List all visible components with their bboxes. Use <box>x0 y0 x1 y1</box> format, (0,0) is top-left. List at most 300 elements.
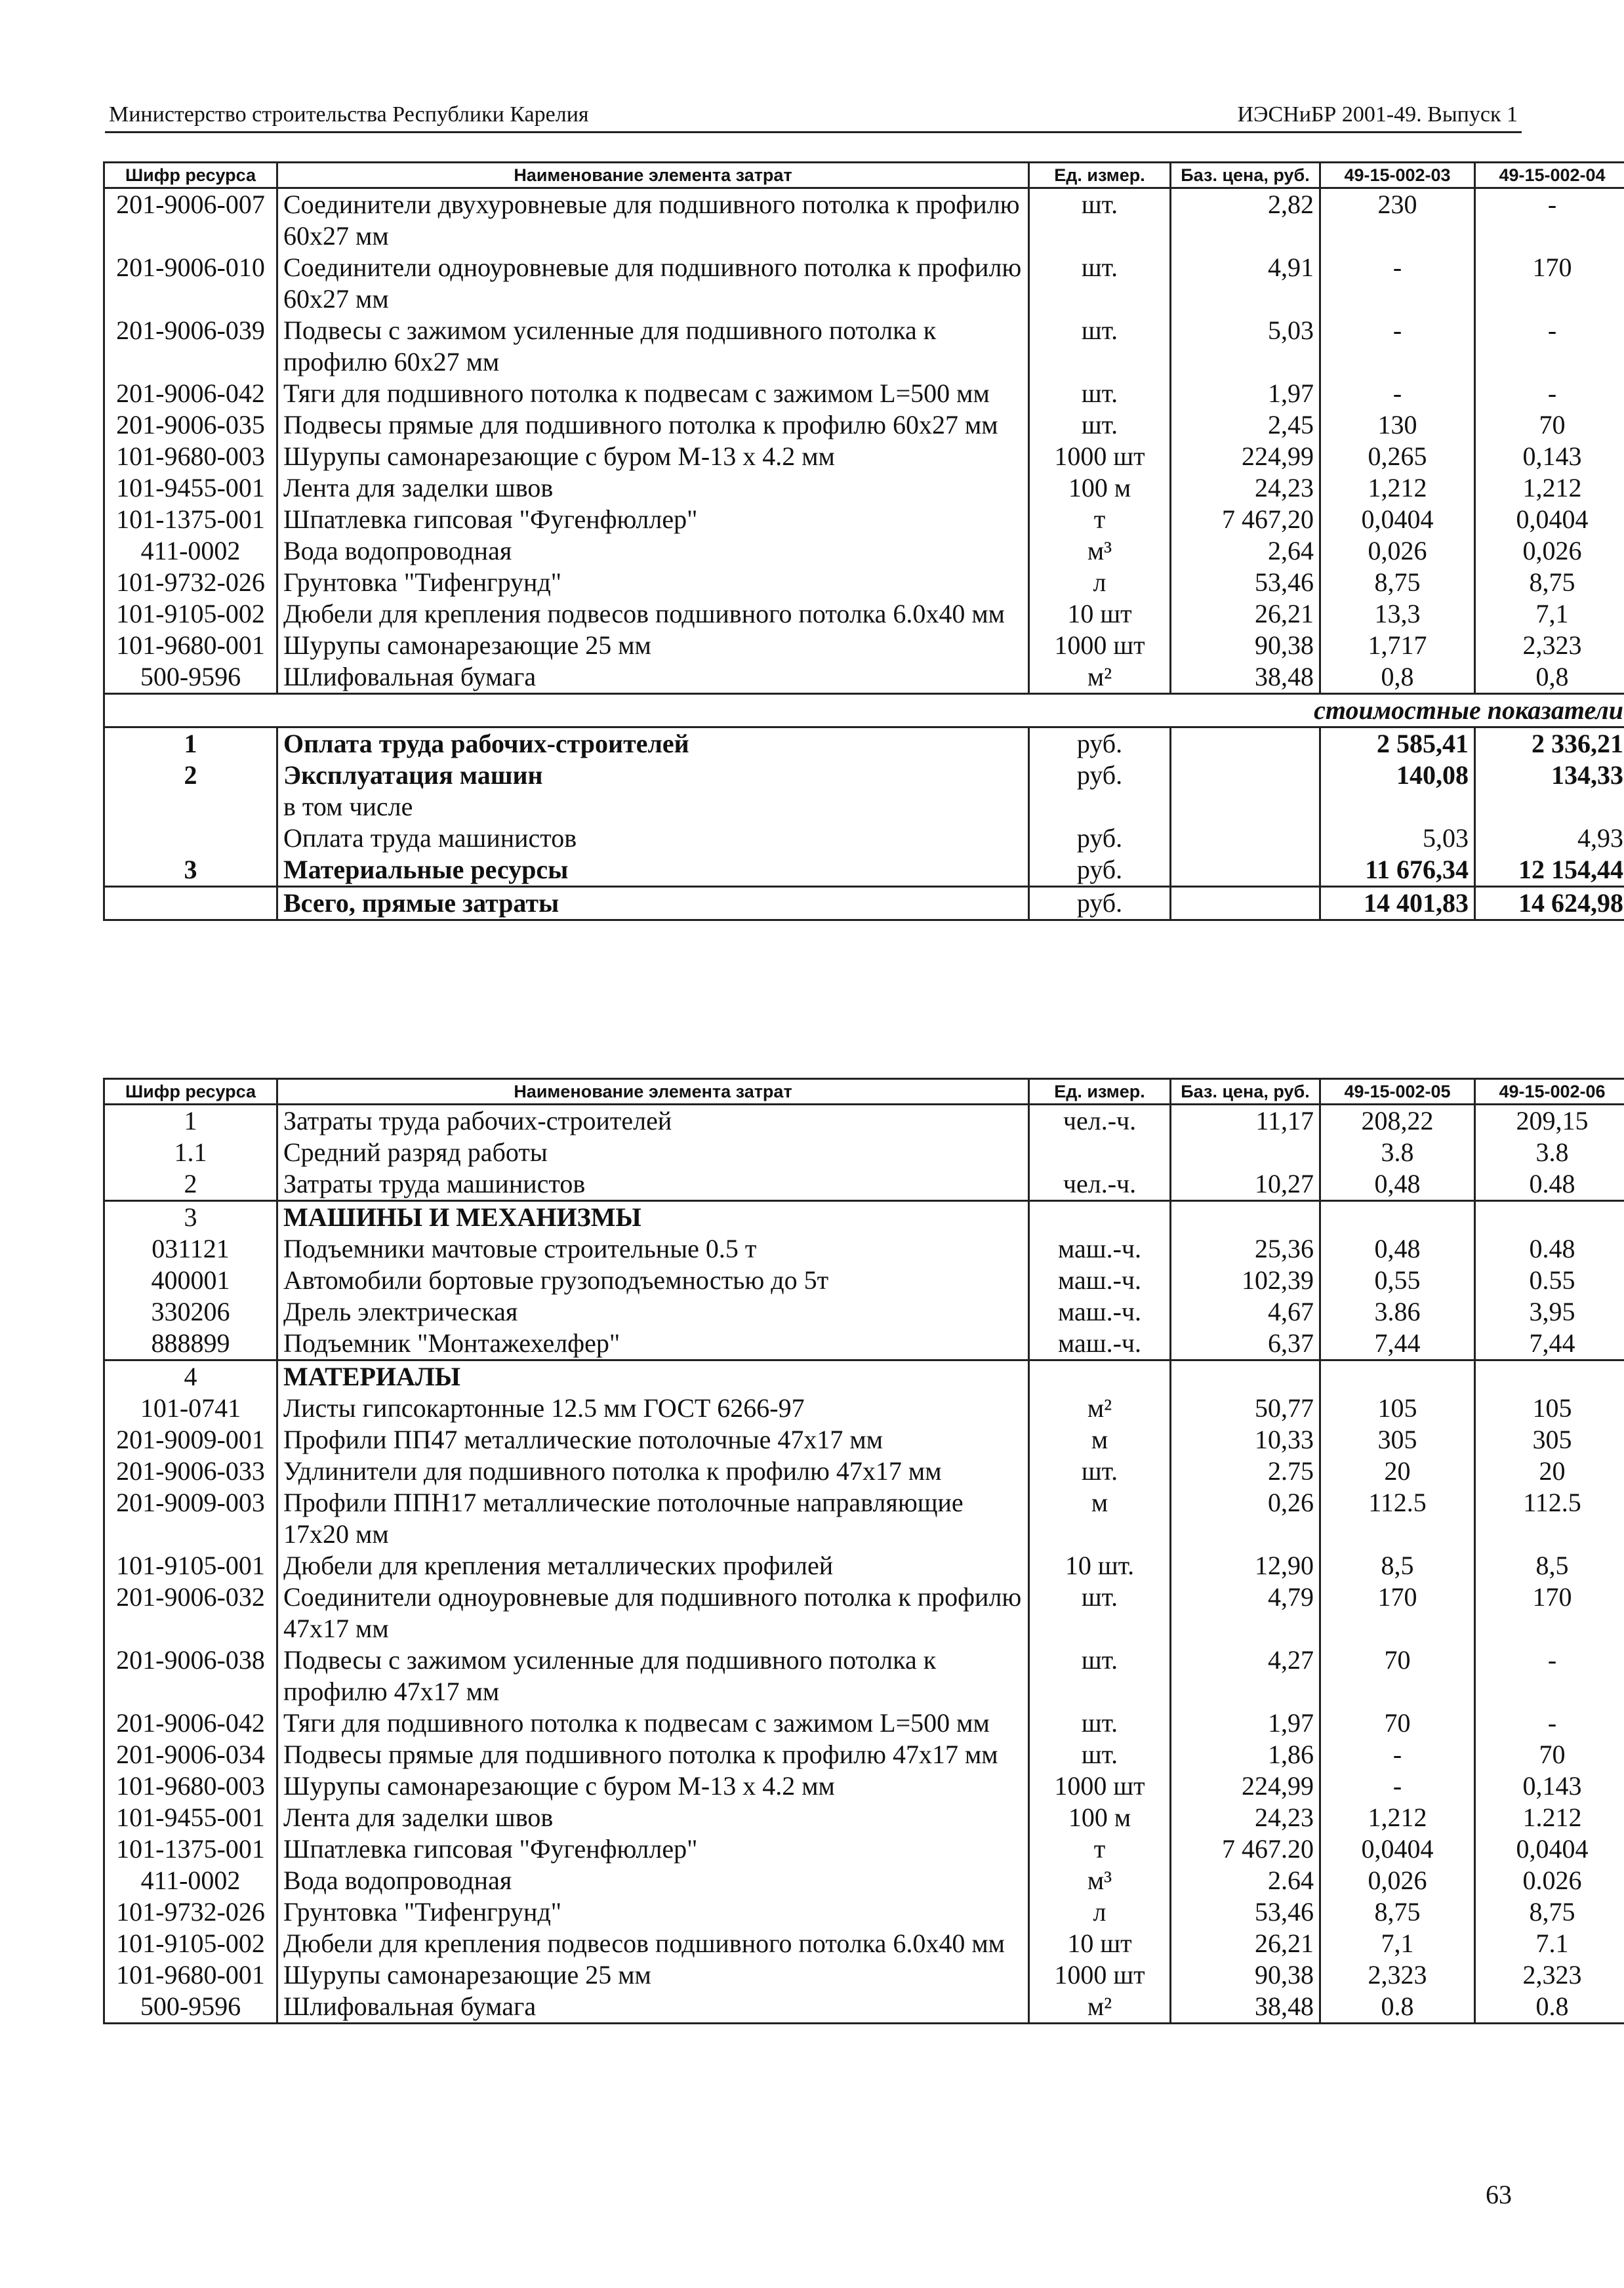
norm-value-a: 20 <box>1320 1456 1475 1487</box>
norm-value-b: 3.8 <box>1475 1137 1624 1168</box>
norm-value-b: 0,0404 <box>1475 504 1624 535</box>
resource-name: Лента для заделки швов <box>277 1802 1029 1833</box>
base-price: 24,23 <box>1171 472 1320 504</box>
norm-value-a: 0,026 <box>1320 1865 1475 1896</box>
table-row <box>104 1168 1624 1201</box>
table-row <box>104 1487 1624 1550</box>
resource-code: 1 <box>104 1105 277 1137</box>
resource-name: Тяги для подшивного потолка к подвесам с зажимом L=500 мм <box>277 1707 1029 1739</box>
cost-unit: руб. <box>1029 823 1171 854</box>
norm-value-a: 0,48 <box>1320 1233 1475 1265</box>
section-heading: МАШИНЫ И МЕХАНИЗМЫ <box>277 1201 1029 1234</box>
table-row <box>104 1137 1624 1168</box>
norm-value-b: 7,44 <box>1475 1328 1624 1360</box>
resource-code: 101-0741 <box>104 1393 277 1424</box>
resource-name: Соединители двухуровневые для подшивного потолка к профилю 60х27 мм <box>277 188 1029 253</box>
norm-value-a: 8,75 <box>1320 567 1475 598</box>
base-price <box>1171 1201 1320 1234</box>
table-row <box>104 1424 1624 1456</box>
table-row <box>104 504 1624 535</box>
cost-indicators-label: стоимостные показатели <box>104 694 1624 727</box>
table-row <box>104 1739 1624 1770</box>
table-row <box>104 1233 1624 1265</box>
resource-code: 101-9455-001 <box>104 1802 277 1833</box>
resource-name: Подъемник "Монтажехелфер" <box>277 1328 1029 1360</box>
col-header-price: Баз. цена, руб. <box>1171 163 1320 188</box>
resource-unit: маш.-ч. <box>1029 1233 1171 1265</box>
norm-value-a: 170 <box>1320 1582 1475 1644</box>
resource-name: Средний разряд работы <box>277 1137 1029 1168</box>
resource-code: 101-9105-001 <box>104 1550 277 1582</box>
base-price: 224,99 <box>1171 1770 1320 1802</box>
norm-value-b: - <box>1475 188 1624 253</box>
resource-name: Дюбели для крепления подвесов подшивного потолка 6.0х40 мм <box>277 1928 1029 1959</box>
norm-value-b: 105 <box>1475 1393 1624 1424</box>
resource-name: Затраты труда рабочих-строителей <box>277 1105 1029 1137</box>
resource-unit: м³ <box>1029 1865 1171 1896</box>
table-row <box>104 1582 1624 1644</box>
norm-value-b: 0,143 <box>1475 441 1624 472</box>
resource-unit <box>1029 1201 1171 1234</box>
resource-code: 101-9732-026 <box>104 1896 277 1928</box>
resource-unit: шт. <box>1029 1739 1171 1770</box>
table-row <box>104 1833 1624 1865</box>
norm-value-a: - <box>1320 252 1475 315</box>
norm-value-a: 3.86 <box>1320 1296 1475 1328</box>
table-row <box>104 1105 1624 1137</box>
table-row <box>104 630 1624 661</box>
norm-value-a: 0,026 <box>1320 535 1475 567</box>
resource-name: Шлифовальная бумага <box>277 661 1029 694</box>
norm-value-a: 112.5 <box>1320 1487 1475 1550</box>
resource-unit <box>1029 1137 1171 1168</box>
resource-code: 201-9006-035 <box>104 409 277 441</box>
resource-name: Вода водопроводная <box>277 1865 1029 1896</box>
resource-unit: шт. <box>1029 1582 1171 1644</box>
resource-unit: 1000 шт <box>1029 630 1171 661</box>
base-price: 2.64 <box>1171 1865 1320 1896</box>
resource-unit: т <box>1029 504 1171 535</box>
norm-value-b: 7,1 <box>1475 598 1624 630</box>
base-price: 10,27 <box>1171 1168 1320 1201</box>
resource-unit: 100 м <box>1029 472 1171 504</box>
resource-unit: шт. <box>1029 378 1171 409</box>
norm-value-a: 3.8 <box>1320 1137 1475 1168</box>
resource-name: Шпатлевка гипсовая "Фугенфюллер" <box>277 1833 1029 1865</box>
norm-value-a: 0,0404 <box>1320 504 1475 535</box>
resource-name: Грунтовка "Тифенгрунд" <box>277 1896 1029 1928</box>
table-row <box>104 1928 1624 1959</box>
resource-name: Соединители одноуровневые для подшивного потолка к профилю 47х17 мм <box>277 1582 1029 1644</box>
table-row <box>104 1896 1624 1928</box>
norm-value-b: 0.48 <box>1475 1233 1624 1265</box>
norm-value-b: - <box>1475 378 1624 409</box>
resource-name: Соединители одноуровневые для подшивного потолка к профилю 60х27 мм <box>277 252 1029 315</box>
norm-value-a: 0,0404 <box>1320 1833 1475 1865</box>
table-row <box>104 1328 1624 1360</box>
table-header-row <box>104 163 1624 188</box>
resource-code: 101-9680-003 <box>104 441 277 472</box>
norm-value-b: 2,323 <box>1475 630 1624 661</box>
base-price: 0,26 <box>1171 1487 1320 1550</box>
norm-value-b: 8,75 <box>1475 567 1624 598</box>
cost-value-a: 14 401,83 <box>1320 887 1475 920</box>
cost-number <box>104 791 277 823</box>
empty-cell <box>1171 823 1320 854</box>
cost-name: Оплата труда машинистов <box>277 823 1029 854</box>
col-header-name: Наименование элемента затрат <box>277 163 1029 188</box>
norm-value-b: 170 <box>1475 1582 1624 1644</box>
base-price <box>1171 1137 1320 1168</box>
norm-value-a: 0,48 <box>1320 1168 1475 1201</box>
norm-value-b: 0,143 <box>1475 1770 1624 1802</box>
empty-cell <box>1171 887 1320 920</box>
resource-code: 101-9105-002 <box>104 598 277 630</box>
resource-unit: маш.-ч. <box>1029 1296 1171 1328</box>
cost-value-a <box>1320 791 1475 823</box>
resource-unit: шт. <box>1029 315 1171 378</box>
table-row <box>104 1360 1624 1393</box>
base-price <box>1171 1360 1320 1393</box>
base-price: 26,21 <box>1171 1928 1320 1959</box>
empty-cell <box>1171 854 1320 887</box>
norm-value-a: 8,75 <box>1320 1896 1475 1928</box>
col-header-code: Шифр ресурса <box>104 163 277 188</box>
norm-value-a: 2,323 <box>1320 1959 1475 1991</box>
norm-value-b: 70 <box>1475 1739 1624 1770</box>
resource-unit: 100 м <box>1029 1802 1171 1833</box>
resource-unit: шт. <box>1029 1456 1171 1487</box>
table-row <box>104 378 1624 409</box>
base-price: 12,90 <box>1171 1550 1320 1582</box>
norm-value-b: 209,15 <box>1475 1105 1624 1137</box>
base-price: 38,48 <box>1171 661 1320 694</box>
norm-value-a: 1,212 <box>1320 472 1475 504</box>
cost-value-a: 11 676,34 <box>1320 854 1475 887</box>
col-header-norm-b: 49-15-002-06 <box>1475 1079 1624 1105</box>
resource-name: Подъемники мачтовые строительные 0.5 т <box>277 1233 1029 1265</box>
resource-unit: 10 шт <box>1029 598 1171 630</box>
norm-value-a: 305 <box>1320 1424 1475 1456</box>
resource-name: Грунтовка "Тифенгрунд" <box>277 567 1029 598</box>
resource-name: Шурупы самонарезающие 25 мм <box>277 630 1029 661</box>
base-price: 25,36 <box>1171 1233 1320 1265</box>
page-number: 63 <box>1486 2180 1512 2209</box>
base-price: 4,79 <box>1171 1582 1320 1644</box>
resource-unit: шт. <box>1029 1644 1171 1707</box>
norm-value-a: - <box>1320 315 1475 378</box>
resource-name: Подвесы прямые для подшивного потолка к профилю 60х27 мм <box>277 409 1029 441</box>
cost-value-b: 14 624,98 <box>1475 887 1624 920</box>
norm-value-b: 0,8 <box>1475 661 1624 694</box>
norm-value-b: 70 <box>1475 409 1624 441</box>
base-price: 90,38 <box>1171 630 1320 661</box>
table-row <box>104 1201 1624 1234</box>
cost-value-b <box>1475 791 1624 823</box>
base-price: 6,37 <box>1171 1328 1320 1360</box>
norm-value-b: - <box>1475 1707 1624 1739</box>
table-row <box>104 535 1624 567</box>
resource-unit: л <box>1029 567 1171 598</box>
cost-name: в том числе <box>277 791 1029 823</box>
base-price: 102,39 <box>1171 1265 1320 1296</box>
base-price: 224,99 <box>1171 441 1320 472</box>
resource-code: 400001 <box>104 1265 277 1296</box>
cost-number <box>104 823 277 854</box>
table-row <box>104 598 1624 630</box>
cost-row <box>104 854 1624 887</box>
table-header-row <box>104 1079 1624 1105</box>
cost-row <box>104 791 1624 823</box>
resource-code: 411-0002 <box>104 1865 277 1896</box>
norm-value-b: 0.8 <box>1475 1991 1624 2024</box>
empty-cell <box>1171 727 1320 760</box>
resource-unit: шт. <box>1029 188 1171 253</box>
resource-unit: шт. <box>1029 409 1171 441</box>
resource-code: 101-9732-026 <box>104 567 277 598</box>
norm-value-a: 0,8 <box>1320 661 1475 694</box>
norm-value-b: 8,75 <box>1475 1896 1624 1928</box>
resource-code: 201-9006-007 <box>104 188 277 253</box>
resource-unit: 10 шт <box>1029 1928 1171 1959</box>
base-price: 1,97 <box>1171 378 1320 409</box>
base-price: 7 467,20 <box>1171 504 1320 535</box>
table-row <box>104 1644 1624 1707</box>
norm-value-a: 105 <box>1320 1393 1475 1424</box>
cost-value-a: 5,03 <box>1320 823 1475 854</box>
cost-indicators-label-row <box>104 694 1624 727</box>
norm-value-b: - <box>1475 315 1624 378</box>
cost-number <box>104 887 277 920</box>
norm-value-a: 13,3 <box>1320 598 1475 630</box>
resource-code: 201-9006-039 <box>104 315 277 378</box>
cost-unit: руб. <box>1029 854 1171 887</box>
norm-value-b: 305 <box>1475 1424 1624 1456</box>
base-price: 2,45 <box>1171 409 1320 441</box>
empty-cell <box>1171 760 1320 791</box>
resource-code: 101-9680-003 <box>104 1770 277 1802</box>
norm-value-a: 130 <box>1320 409 1475 441</box>
cost-row <box>104 727 1624 760</box>
resource-name: Подвесы прямые для подшивного потолка к профилю 47х17 мм <box>277 1739 1029 1770</box>
table-row <box>104 1265 1624 1296</box>
resource-unit: м² <box>1029 1991 1171 2024</box>
col-header-unit: Ед. измер. <box>1029 163 1171 188</box>
base-price: 2,64 <box>1171 535 1320 567</box>
cost-row <box>104 887 1624 920</box>
norm-value-a: 1,717 <box>1320 630 1475 661</box>
base-price: 50,77 <box>1171 1393 1320 1424</box>
resource-unit: м³ <box>1029 535 1171 567</box>
resource-name: Удлинители для подшивного потолка к профилю 47х17 мм <box>277 1456 1029 1487</box>
cost-name: Эксплуатация машин <box>277 760 1029 791</box>
resource-unit: маш.-ч. <box>1029 1328 1171 1360</box>
table-row <box>104 1991 1624 2024</box>
running-header <box>105 100 1522 133</box>
base-price: 4,67 <box>1171 1296 1320 1328</box>
base-price: 1,97 <box>1171 1707 1320 1739</box>
table-row <box>104 1802 1624 1833</box>
resource-code: 201-9009-003 <box>104 1487 277 1550</box>
norm-value-a: 1,212 <box>1320 1802 1475 1833</box>
norm-value-b <box>1475 1360 1624 1393</box>
norm-value-b <box>1475 1201 1624 1234</box>
norm-value-b: 20 <box>1475 1456 1624 1487</box>
resource-unit: м <box>1029 1487 1171 1550</box>
resource-code: 4 <box>104 1360 277 1393</box>
base-price: 7 467.20 <box>1171 1833 1320 1865</box>
section-heading: МАТЕРИАЛЫ <box>277 1360 1029 1393</box>
resource-code: 201-9006-042 <box>104 1707 277 1739</box>
header-publication: ИЭСНиБР 2001-49. Выпуск 1 <box>1237 102 1518 127</box>
cost-value-b: 4,93 <box>1475 823 1624 854</box>
cost-unit: руб. <box>1029 760 1171 791</box>
col-header-norm-b: 49-15-002-04 <box>1475 163 1624 188</box>
norm-value-a: 8,5 <box>1320 1550 1475 1582</box>
resource-unit: м <box>1029 1424 1171 1456</box>
col-header-norm-a: 49-15-002-05 <box>1320 1079 1475 1105</box>
cost-name: Всего, прямые затраты <box>277 887 1029 920</box>
norm-value-b: 0.55 <box>1475 1265 1624 1296</box>
empty-cell <box>1171 791 1320 823</box>
norm-value-b: 3,95 <box>1475 1296 1624 1328</box>
resource-code: 201-9006-033 <box>104 1456 277 1487</box>
cost-value-b: 134,33 <box>1475 760 1624 791</box>
norm-value-a: 230 <box>1320 188 1475 253</box>
resource-name: Профили ПП47 металлические потолочные 47х17 мм <box>277 1424 1029 1456</box>
col-header-norm-a: 49-15-002-03 <box>1320 163 1475 188</box>
resource-code: 201-9006-034 <box>104 1739 277 1770</box>
base-price: 4,91 <box>1171 252 1320 315</box>
resource-unit: м² <box>1029 661 1171 694</box>
norm-value-a: 0,55 <box>1320 1265 1475 1296</box>
resource-code: 101-9680-001 <box>104 630 277 661</box>
cost-number: 1 <box>104 727 277 760</box>
resource-name: Шурупы самонарезающие с буром М-13 х 4.2 мм <box>277 1770 1029 1802</box>
resource-code: 101-1375-001 <box>104 504 277 535</box>
resource-unit: чел.-ч. <box>1029 1168 1171 1201</box>
resource-unit: 10 шт. <box>1029 1550 1171 1582</box>
norm-value-a: 70 <box>1320 1644 1475 1707</box>
resource-code: 101-9680-001 <box>104 1959 277 1991</box>
base-price: 2,82 <box>1171 188 1320 253</box>
cost-unit <box>1029 791 1171 823</box>
cost-value-b: 12 154,44 <box>1475 854 1624 887</box>
norm-value-a <box>1320 1201 1475 1234</box>
cost-unit: руб. <box>1029 727 1171 760</box>
resource-code: 888899 <box>104 1328 277 1360</box>
resource-code: 500-9596 <box>104 1991 277 2024</box>
resource-code: 330206 <box>104 1296 277 1328</box>
resource-name: Подвесы с зажимом усиленные для подшивного потолка к профилю 60х27 мм <box>277 315 1029 378</box>
resource-unit: чел.-ч. <box>1029 1105 1171 1137</box>
norm-value-a: - <box>1320 1739 1475 1770</box>
table-row <box>104 252 1624 315</box>
resource-unit: шт. <box>1029 1707 1171 1739</box>
table-row <box>104 1770 1624 1802</box>
resource-code: 411-0002 <box>104 535 277 567</box>
resource-name: Дюбели для крепления металлических профилей <box>277 1550 1029 1582</box>
resource-code: 031121 <box>104 1233 277 1265</box>
base-price: 24,23 <box>1171 1802 1320 1833</box>
base-price: 4,27 <box>1171 1644 1320 1707</box>
cost-name: Оплата труда рабочих-строителей <box>277 727 1029 760</box>
base-price: 11,17 <box>1171 1105 1320 1137</box>
col-header-name: Наименование элемента затрат <box>277 1079 1029 1105</box>
resource-code: 101-9455-001 <box>104 472 277 504</box>
base-price: 53,46 <box>1171 567 1320 598</box>
resource-code: 201-9006-032 <box>104 1582 277 1644</box>
table-row <box>104 567 1624 598</box>
norm-value-a: - <box>1320 1770 1475 1802</box>
resource-name: Лента для заделки швов <box>277 472 1029 504</box>
norm-value-b: - <box>1475 1644 1624 1707</box>
resource-table-1 <box>103 161 1624 921</box>
norm-value-a: 0,265 <box>1320 441 1475 472</box>
resource-code: 2 <box>104 1168 277 1201</box>
base-price: 53,46 <box>1171 1896 1320 1928</box>
resource-name: Шпатлевка гипсовая "Фугенфюллер" <box>277 504 1029 535</box>
table-row <box>104 188 1624 253</box>
resource-code: 1.1 <box>104 1137 277 1168</box>
resource-unit <box>1029 1360 1171 1393</box>
resource-name: Шурупы самонарезающие 25 мм <box>277 1959 1029 1991</box>
resource-code: 101-9105-002 <box>104 1928 277 1959</box>
col-header-unit: Ед. измер. <box>1029 1079 1171 1105</box>
cost-value-a: 2 585,41 <box>1320 727 1475 760</box>
norm-value-a <box>1320 1360 1475 1393</box>
resource-name: Затраты труда машинистов <box>277 1168 1029 1201</box>
table-row <box>104 1959 1624 1991</box>
norm-value-a: 0.8 <box>1320 1991 1475 2024</box>
resource-name: Подвесы с зажимом усиленные для подшивного потолка к профилю 47х17 мм <box>277 1644 1029 1707</box>
cost-name: Материальные ресурсы <box>277 854 1029 887</box>
table-row <box>104 441 1624 472</box>
resource-name: Вода водопроводная <box>277 535 1029 567</box>
resource-name: Дюбели для крепления подвесов подшивного потолка 6.0х40 мм <box>277 598 1029 630</box>
resource-code: 201-9006-042 <box>104 378 277 409</box>
cost-value-b: 2 336,21 <box>1475 727 1624 760</box>
base-price: 38,48 <box>1171 1991 1320 2024</box>
resource-table-2 <box>103 1078 1624 2024</box>
resource-unit: л <box>1029 1896 1171 1928</box>
base-price: 10,33 <box>1171 1424 1320 1456</box>
norm-value-b: 1,212 <box>1475 472 1624 504</box>
resource-unit: шт. <box>1029 252 1171 315</box>
base-price: 5,03 <box>1171 315 1320 378</box>
cost-value-a: 140,08 <box>1320 760 1475 791</box>
resource-name: Листы гипсокартонные 12.5 мм ГОСТ 6266-97 <box>277 1393 1029 1424</box>
resource-name: Шлифовальная бумага <box>277 1991 1029 2024</box>
norm-value-b: 170 <box>1475 252 1624 315</box>
col-header-code: Шифр ресурса <box>104 1079 277 1105</box>
cost-number: 2 <box>104 760 277 791</box>
norm-value-a: 7,1 <box>1320 1928 1475 1959</box>
norm-value-b: 0,0404 <box>1475 1833 1624 1865</box>
resource-code: 101-1375-001 <box>104 1833 277 1865</box>
norm-value-b: 0,026 <box>1475 535 1624 567</box>
resource-unit: 1000 шт <box>1029 441 1171 472</box>
base-price: 2.75 <box>1171 1456 1320 1487</box>
resource-name: Шурупы самонарезающие с буром М-13 х 4.2 мм <box>277 441 1029 472</box>
cost-unit: руб. <box>1029 887 1171 920</box>
resource-code: 201-9006-038 <box>104 1644 277 1707</box>
table-row <box>104 1865 1624 1896</box>
table-row <box>104 409 1624 441</box>
table-row <box>104 1296 1624 1328</box>
resource-unit: 1000 шт <box>1029 1770 1171 1802</box>
norm-value-a: - <box>1320 378 1475 409</box>
